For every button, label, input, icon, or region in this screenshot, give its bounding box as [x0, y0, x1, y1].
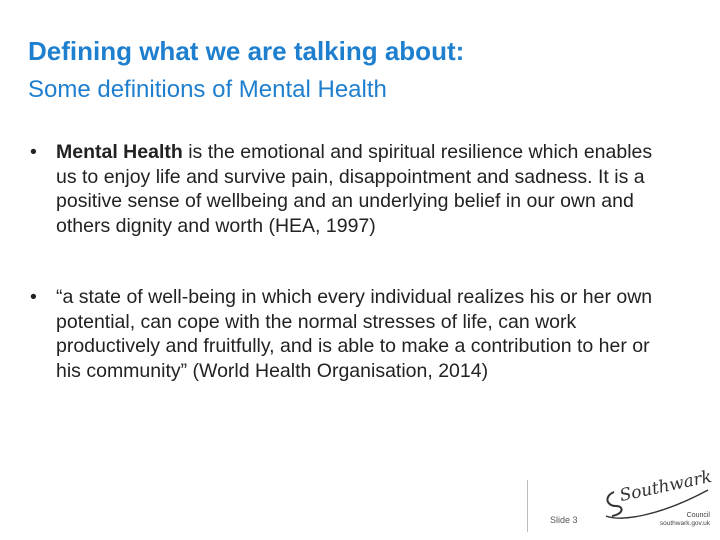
logo-council-label: Council	[686, 512, 710, 519]
definition-text: is the emotional and spiritual resilience which enables us to enjoy life and survive pain, disappointment and sadness. It is a positive sense of wellbeing and an underlying belief in our own and others dignity and worth (HEA, 1997)	[56, 141, 653, 237]
footer-divider	[527, 480, 528, 532]
bullet-marker: •	[30, 286, 37, 308]
definition-item-who	[30, 285, 670, 383]
logo-url: southwark.gov.uk	[659, 520, 710, 527]
southwark-council-logo	[600, 466, 716, 530]
definition-text: “a state of well-being in which every individual realizes his or her own potential, can cope with the normal stresses of life, can work productively and fruitfully, and is able to make a contribution to her or his community” (World Health Organisation, 2014)	[56, 286, 653, 382]
definition-item-hea	[30, 140, 670, 238]
slide-subtitle: Some definitions of Mental Health	[28, 76, 387, 103]
slide-number: Slide 3	[550, 515, 578, 525]
bullet-marker: •	[30, 141, 37, 163]
definition-list	[30, 140, 670, 383]
logo-wordmark: Southwark	[617, 466, 714, 506]
slide-title: Defining what we are talking about:	[28, 36, 465, 66]
definition-term: Mental Health	[56, 141, 183, 163]
